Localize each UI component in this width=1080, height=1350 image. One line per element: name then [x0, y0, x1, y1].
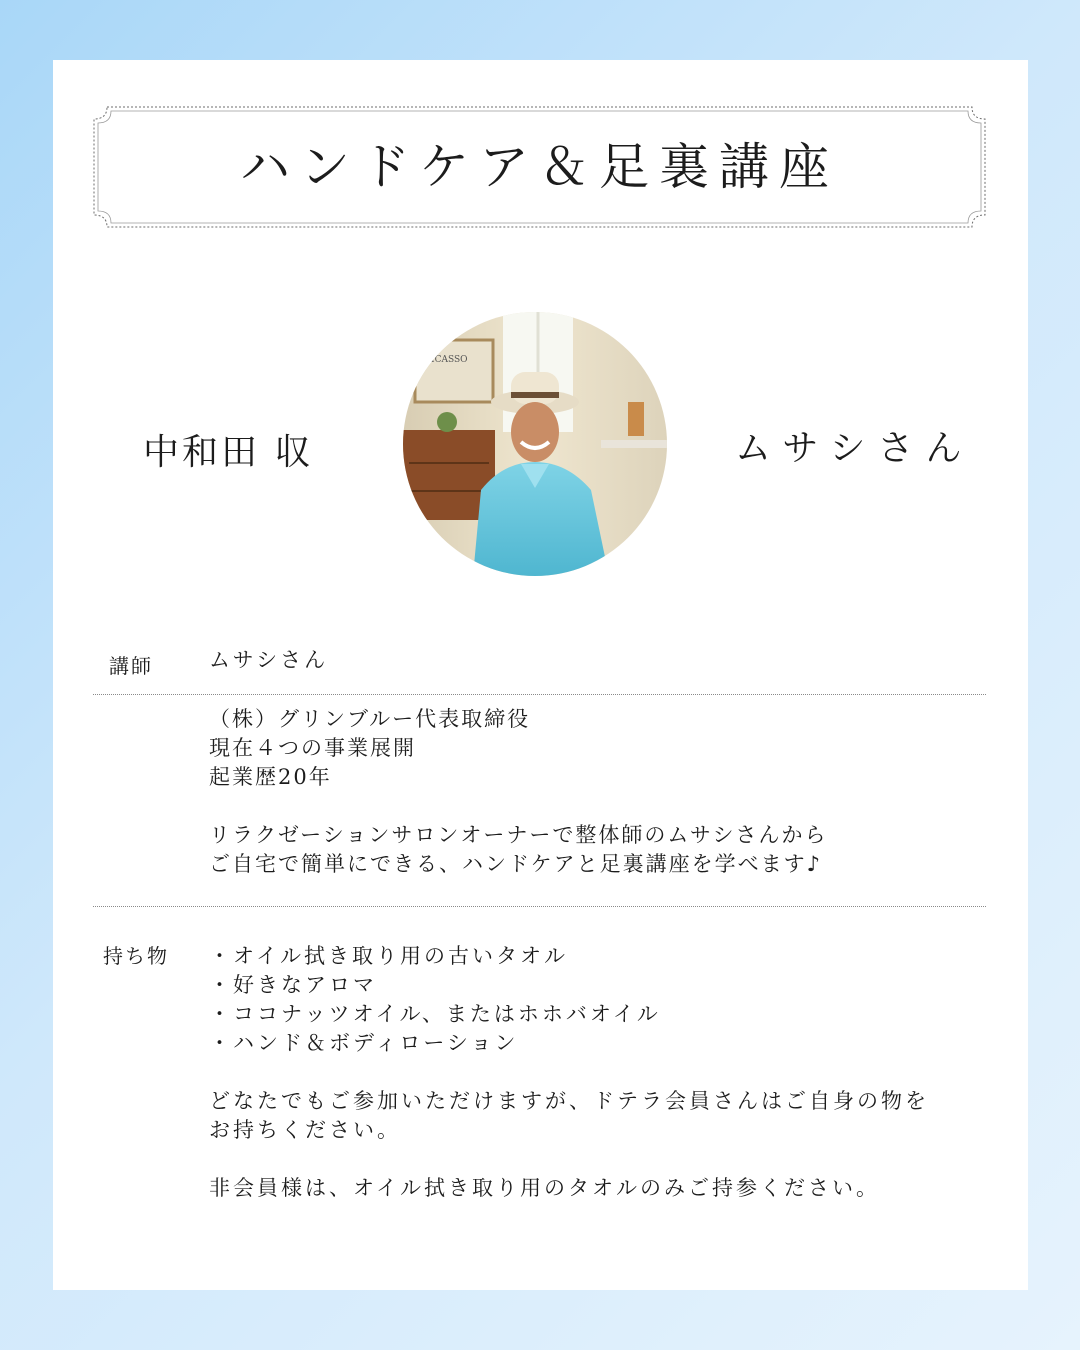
- list-item: ・ココナッツオイル、またはホホバオイル: [209, 1002, 661, 1026]
- intro-line: ご自宅で簡単にできる、ハンドケアと足裏講座を学べます♪: [209, 852, 822, 876]
- divider: [93, 694, 986, 695]
- note-line: どなたでもご参加いただけますが、ドテラ会員さんはご自身の物を: [209, 1089, 929, 1113]
- instructor-label: 講師: [109, 654, 153, 678]
- intro-line: リラクゼーションサロンオーナーで整体師のムサシさんから: [209, 823, 828, 847]
- instructor-real-name: 中和田 収: [143, 432, 314, 473]
- poster-text: PICASSO: [425, 355, 468, 365]
- profile-line: （株）グリンブルー代表取締役: [209, 707, 531, 731]
- profile-line: 現在４つの事業展開: [209, 736, 416, 760]
- page-title: ハンドケア＆足裏講座: [240, 138, 839, 196]
- list-item: ・ハンド＆ボディローション: [209, 1031, 519, 1055]
- title-frame: [93, 106, 986, 228]
- profile-line: 起業歴20年: [209, 765, 332, 789]
- divider: [93, 906, 986, 907]
- instructor-photo: [403, 312, 667, 576]
- list-item: ・オイル拭き取り用の古いタオル: [209, 944, 568, 968]
- instructor-name: ムサシさん: [209, 648, 329, 672]
- list-item: ・好きなアロマ: [209, 973, 377, 997]
- flyer-card: [53, 60, 1028, 1290]
- note-line: お持ちください。: [209, 1118, 401, 1142]
- belongings-list: [209, 942, 661, 1058]
- belongings-label: 持ち物: [103, 944, 169, 968]
- non-member-note: 非会員様は、オイル拭き取り用のタオルのみご持参ください。: [209, 1176, 880, 1200]
- belongings-notes: [209, 1087, 929, 1203]
- instructor-nickname: ムサシさん: [735, 428, 974, 469]
- instructor-profile: [209, 705, 827, 879]
